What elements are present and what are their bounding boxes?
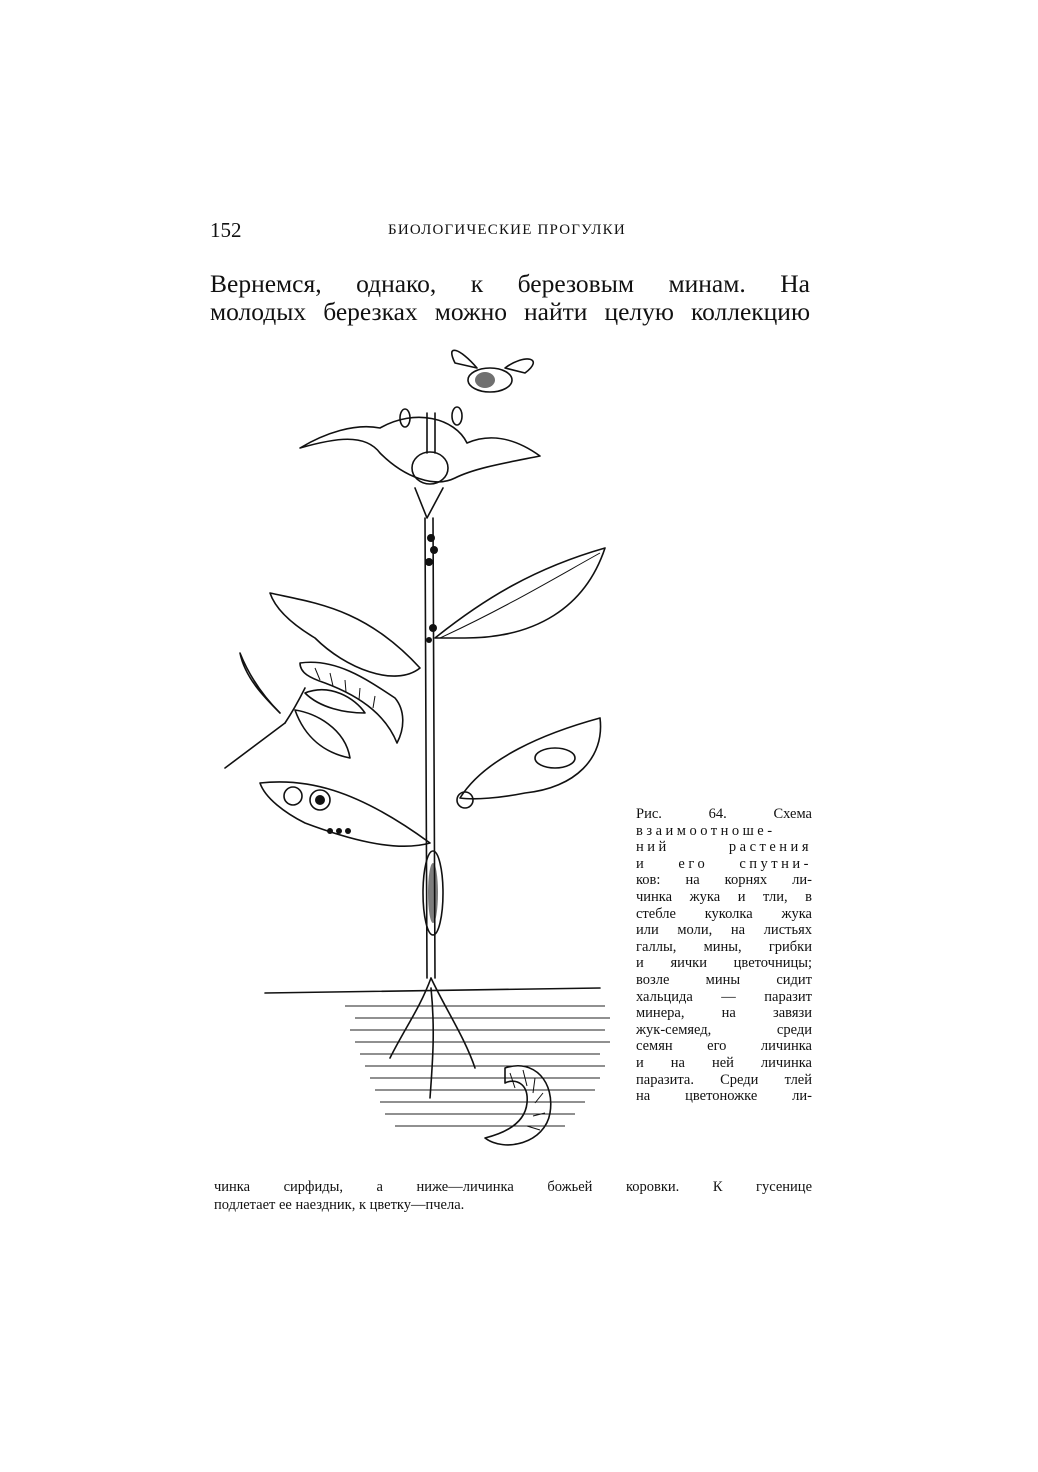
caption-side-line: Рис. 64. Схема <box>636 806 812 822</box>
leaf-lower-left <box>260 782 430 846</box>
caption-side-line: хальцида — паразит <box>636 988 812 1005</box>
caption-side-line: галлы, мины, грибки <box>636 938 812 955</box>
aphids <box>425 534 438 643</box>
caption-bottom-line: чинка сирфиды, а ниже—личинка божьей коровки. К гусенице <box>214 1179 812 1195</box>
caption-side-line: и на ней личинка <box>636 1054 812 1071</box>
caption-bottom-line: подлетает ее наездник, к цветку—пчела. <box>214 1197 465 1213</box>
caption-side-line: ков: на корнях ли- <box>636 872 812 889</box>
caption-side-line: возле мины сидит <box>636 971 812 988</box>
caption-side-line: паразита. Среди тлей <box>636 1071 812 1088</box>
body-line-1: Вернемся, однако, к березовым минам. На <box>210 269 810 298</box>
caption-side-line: стебле куколка жука <box>636 905 812 922</box>
leaf-upper-right <box>435 548 605 638</box>
plant-illustration <box>205 338 635 1178</box>
caption-side-line: чинка жука и тли, в <box>636 888 812 905</box>
body-line-2: молодых березках можно найти целую коллекцию <box>210 297 810 326</box>
flower <box>300 407 540 518</box>
caption-side-line: минера, на завязи <box>636 1005 812 1022</box>
caption-side-line: взаимоотноше- <box>636 822 776 839</box>
figure-caption-bottom <box>214 1178 812 1214</box>
page-number: 152 <box>210 218 242 242</box>
bee <box>452 350 533 392</box>
caption-side-line: и яички цветочницы; <box>636 955 812 972</box>
caption-side-line: и его спутни- <box>636 855 812 872</box>
caption-side-line: жук-семяед, среди <box>636 1021 812 1038</box>
leaf-upper-left <box>270 593 420 743</box>
figure-caption-side <box>636 806 812 1105</box>
leaf-middle-right <box>457 718 601 808</box>
running-head: БИОЛОГИЧЕСКИЕ ПРОГУЛКИ <box>388 222 626 238</box>
body-text <box>210 270 810 326</box>
ichneumon-wasp <box>225 653 365 768</box>
soil-hatching <box>265 988 610 1126</box>
caption-side-line: на цветоножке ли- <box>636 1088 812 1105</box>
caption-side-line: семян его личинка <box>636 1038 812 1055</box>
caption-side-line: ний растения <box>636 839 812 856</box>
caption-side-line: или моли, на листьях <box>636 922 812 939</box>
